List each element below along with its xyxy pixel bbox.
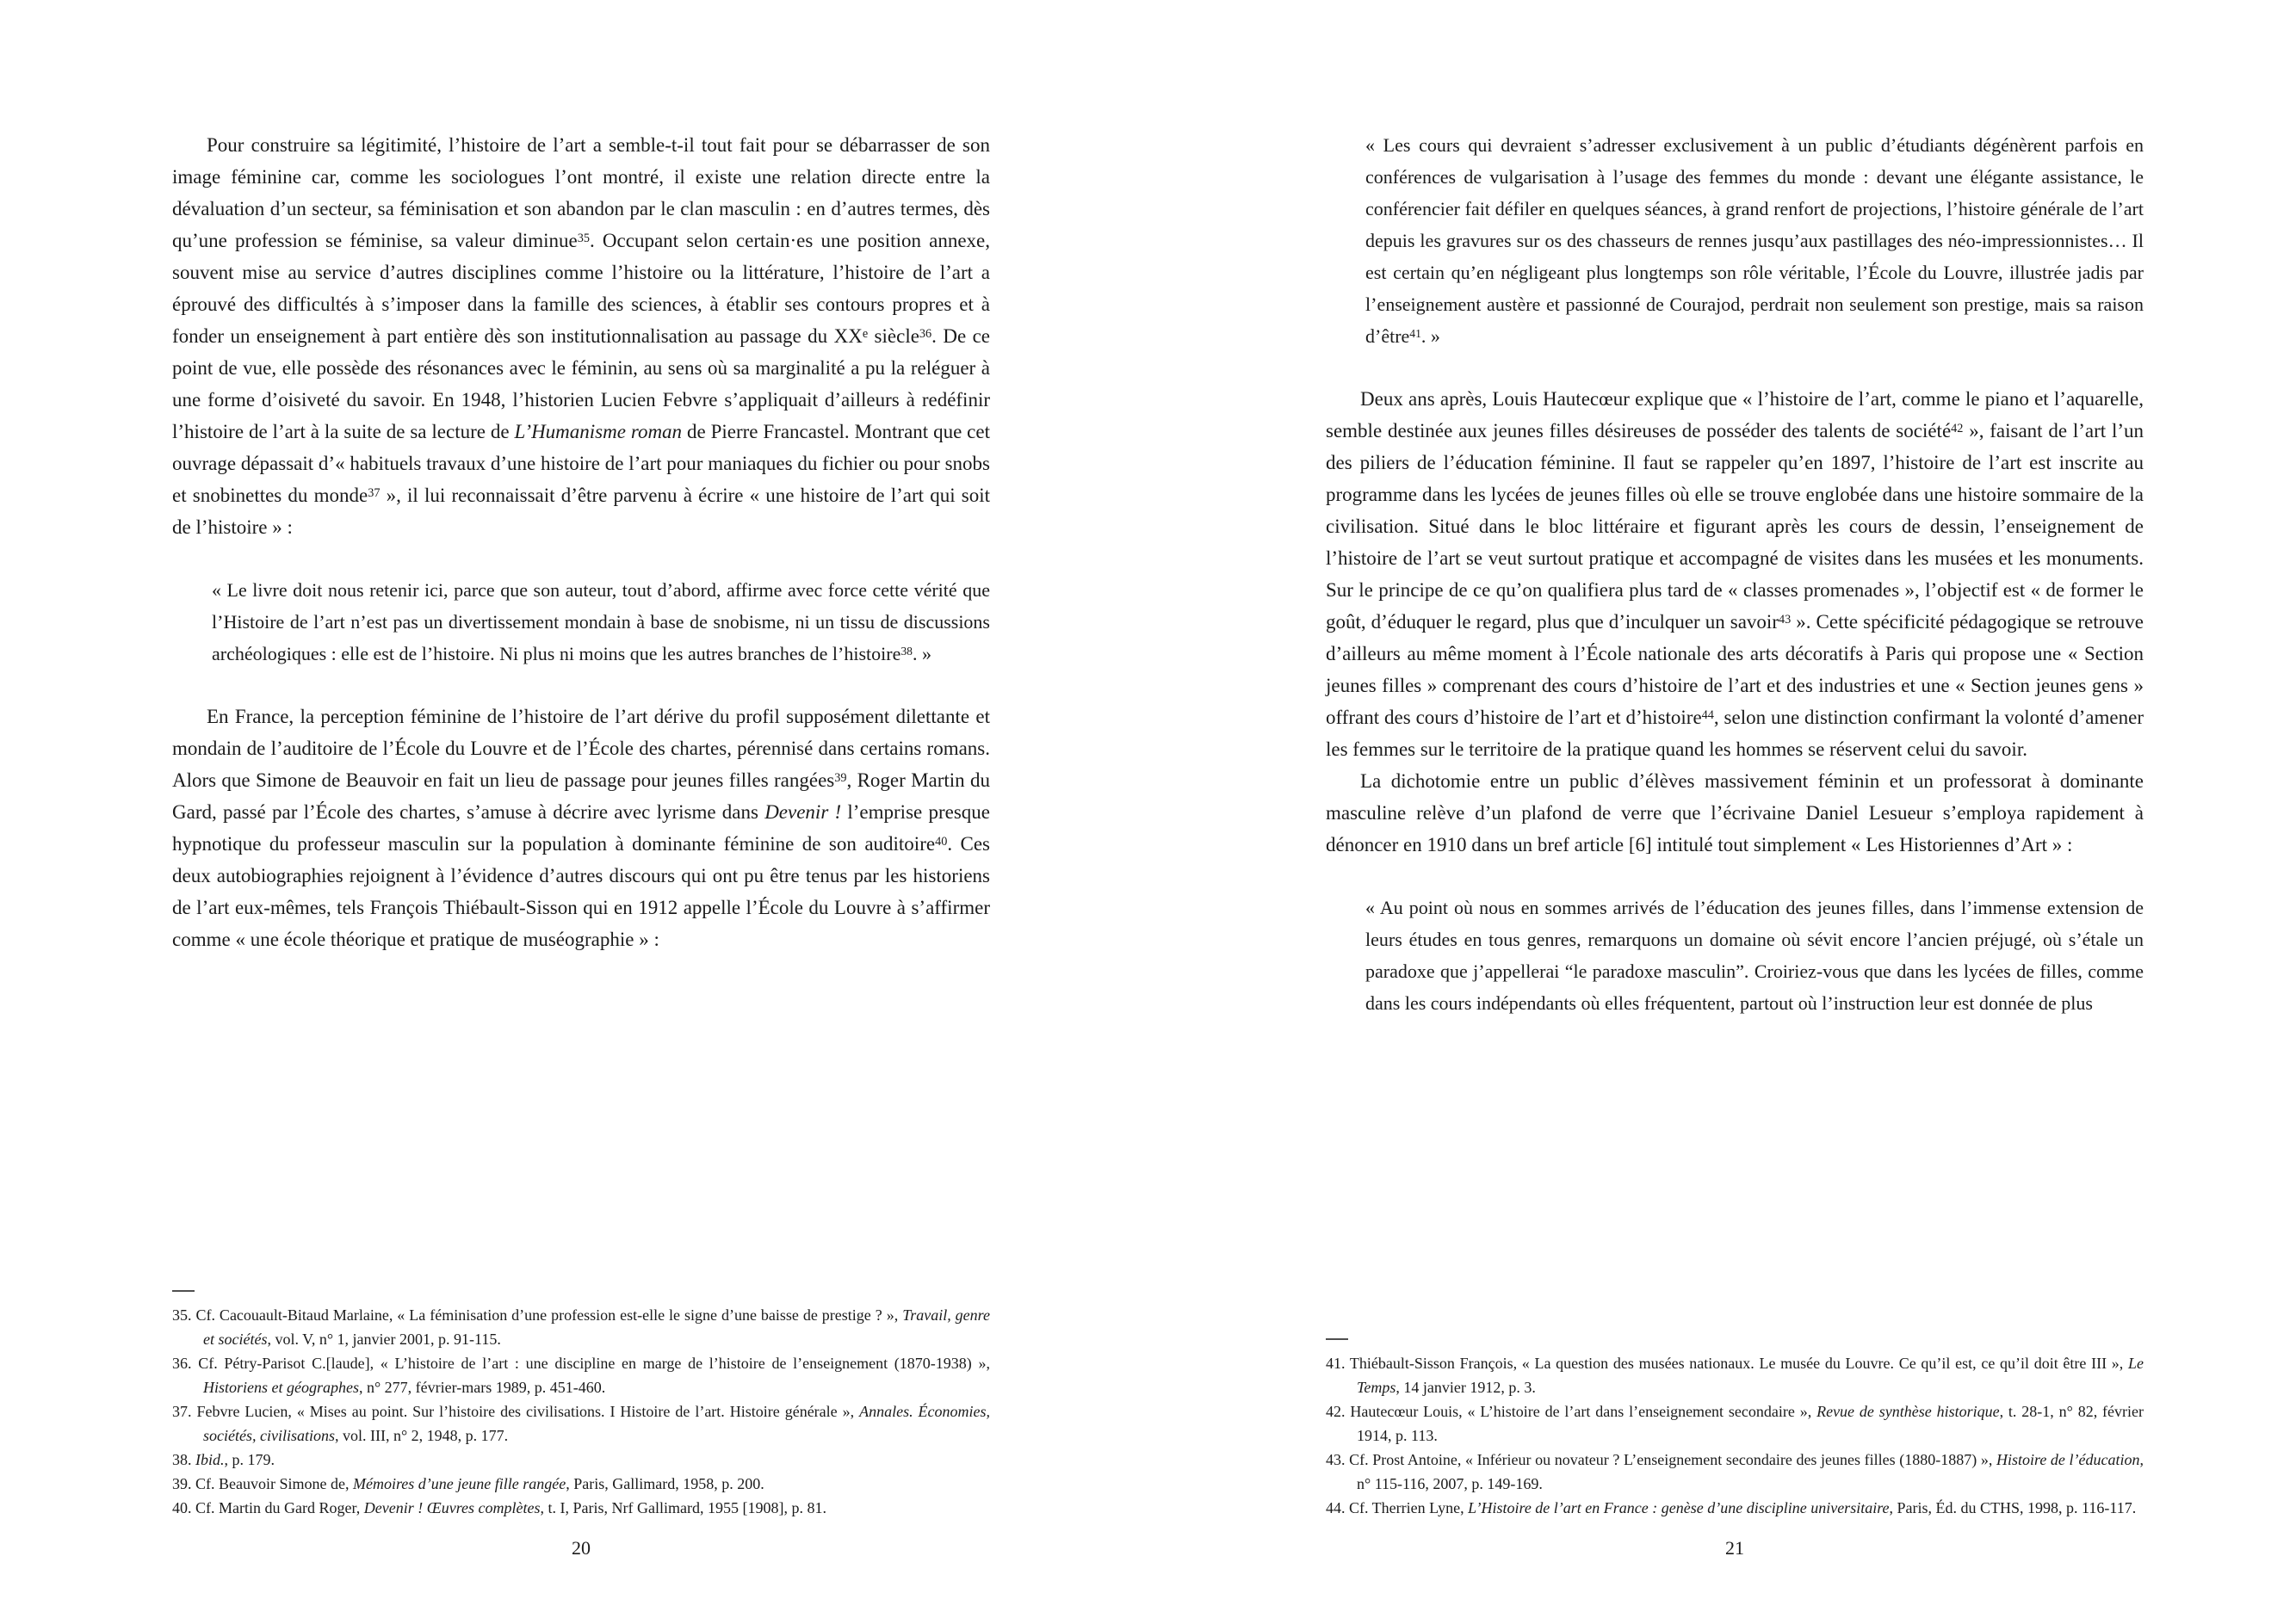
footnote xyxy=(1326,1399,2144,1448)
page-right-body-text xyxy=(1326,129,2144,1050)
block-quote: « Le livre doit nous retenir ici, parce que son auteur, tout d’abord, affirme avec force cette vérité que l’Histoire de l’art n’est pas un divertissement mondain à base de snobisme, ni un tissu de discussions archéologiques : elle est de l’histoire. Ni plus ni moins que les autres branches de l’histoire$^{38}$. » xyxy=(212,579,990,664)
page-left-body-text xyxy=(172,129,990,955)
footnote xyxy=(172,1303,990,1351)
block-quote: « Au point où nous en sommes arrivés de l’éducation des jeunes filles, dans l’immense extension de leurs études en tous genres, remarquons un domaine où sévit encore l’ancien préjugé, où s’étale un paradoxe que j’appellerai “le paradoxe masculin”. Croiriez-vous que dans les lycées de filles, comme dans les cours indépendants où elles fréquentent, partout où l’instruction leur est donnée de plus xyxy=(1365,897,2144,1014)
footnote xyxy=(1326,1496,2144,1520)
footnote-text: Febvre Lucien, « Mises au point. Sur l’histoire des civilisations. I Histoire de l’art. Histoire générale », Annales. Économies, sociétés, civilisations, vol. III, n° 2, 1948, p. 177. xyxy=(196,1403,991,1444)
footnote-number: 42. xyxy=(1326,1403,1346,1420)
footnote xyxy=(1326,1351,2144,1399)
footnote-text: Cf. Therrien Lyne, L’Histoire de l’art en France : genèse d’une discipline universitaire, Paris, Éd. du CTHS, 1998, p. 116-117. xyxy=(1349,1499,2137,1516)
footnote-number: 39. xyxy=(172,1475,192,1492)
paragraph: Pour construire sa légitimité, l’histoire de l’art a semble-t-il tout fait pour se débarrasser de son image féminine car, comme les sociologues l’ont montré, il existe une relation directe entre la dévaluation d’un secteur, sa féminisation et son abandon par le clan masculin : en d’autres termes, dès qu’une profession se féminise, sa valeur diminue$^{35}$. Occupant selon certain·es une position annexe, souvent mise au service d’autres disciplines comme l’histoire ou la littérature, l’histoire de l’art a éprouvé des difficultés à s’imposer dans la famille des sciences, à établir ses contours propres et à fonder un enseignement à part entière dès son institutionnalisation au passage du XXe siècle$^{36}$. De ce point de vue, elle possède des résonances avec le féminin, au sens où sa marginalité a pu la reléguer à une forme d’oisiveté du savoir. En 1948, l’historien Lucien Febvre s’appliquait d’ailleurs à redéfinir l’histoire de l’art à la suite de sa lecture de L’Humanisme roman de Pierre Francastel. Montrant que cet ouvrage dépassait d’« habituels travaux d’une histoire de l’art pour maniaques du fichier ou pour snobs et snobinettes du monde$^{37}$ », il lui reconnaissait d’être parvenu à écrire « une histoire de l’art qui soit de l’histoire » : xyxy=(172,134,990,538)
footnote-number: 37. xyxy=(172,1403,192,1420)
footnote-text: Cf. Prost Antoine, « Inférieur ou novateur ? L’enseignement secondaire des jeunes filles (1880-1887) », Histoire de l’éducation, n° 115-116, 2007, p. 149-169. xyxy=(1349,1451,2144,1492)
page-number: 21 xyxy=(1725,1537,1744,1559)
footnote-text: Hautecœur Louis, « L’histoire de l’art dans l’enseignement secondaire », Revue de synthèse historique, t. 28-1, n° 82, février 1914, p. 113. xyxy=(1350,1403,2144,1444)
footnote-text: Cf. Martin du Gard Roger, Devenir ! Œuvres complètes, t. I, Paris, Nrf Gallimard, 1955 [1908], p. 81. xyxy=(195,1499,826,1516)
block-quote: « Les cours qui devraient s’adresser exclusivement à un public d’étudiants dégénèrent parfois en conférences de vulgarisation à l’usage des femmes du monde : devant une élégante assistance, le conférencier fait défiler en quelques séances, à grand renfort de projections, l’histoire générale de l’art depuis les gravures sur os des chasseurs de rennes jusqu’aux pastillages des néo-impressionnistes… Il est certain qu’en négligeant plus longtemps son rôle véritable, l’École du Louvre, illustrée jadis par l’enseignement austère et passionné de Courajod, perdrait non seulement son prestige, mais sa raison d’être$^{41}$. » xyxy=(1365,134,2144,347)
paragraph: En France, la perception féminine de l’histoire de l’art dérive du profil supposément dilettante et mondain de l’auditoire de l’École du Louvre et de l’École des chartes, pérennisé dans certains romans. Alors que Simone de Beauvoir en fait un lieu de passage pour jeunes filles rangées$^{39}$, Roger Martin du Gard, passé par l’École des chartes, s’amuse à décrire avec lyrisme dans Devenir ! l’emprise presque hypnotique du professeur masculin sur la population à dominante féminine de son auditoire$^{40}$. Ces deux autobiographies rejoignent à l’évidence d’autres discours qui ont pu être tenus par les historiens de l’art eux-mêmes, tels François Thiébault-Sisson qui en 1912 appelle l’École du Louvre à s’affirmer comme « une école théorique et pratique de muséographie » : xyxy=(172,706,991,950)
footnote xyxy=(172,1351,990,1399)
footnote-number: 41. xyxy=(1326,1355,1346,1372)
footnote xyxy=(172,1448,990,1472)
page-right xyxy=(1326,129,2144,1559)
footnote xyxy=(1326,1448,2144,1496)
paragraph: La dichotomie entre un public d’élèves massivement féminin et un professorat à dominante masculine relève d’un plafond de verre que l’écrivaine Daniel Lesueur s’employa rapidement à dénoncer en 1910 dans un bref article [6] intitulé tout simplement « Les Historiennes d’Art » : xyxy=(1326,770,2144,855)
footnote-text: Cf. Cacouault-Bitaud Marlaine, « La féminisation d’une profession est-elle le signe d’une baisse de prestige ? », Travail, genre et sociétés, vol. V, n° 1, janvier 2001, p. 91-115. xyxy=(195,1306,990,1348)
page-left xyxy=(172,129,990,1559)
footnote-number: 38. xyxy=(172,1451,192,1468)
footnote-number: 35. xyxy=(172,1306,192,1324)
footnote-number: 40. xyxy=(172,1499,192,1516)
paragraph: Deux ans après, Louis Hautecœur explique que « l’histoire de l’art, comme le piano et l’aquarelle, semble destinée aux jeunes filles désireuses de posséder des talents de société$^{42}$ », faisant de l’art l’un des piliers de l’éducation féminine. Il faut se rappeler qu’en 1897, l’histoire de l’art est inscrite au programme dans les lycées de jeunes filles où elle se trouve englobée dans une histoire sommaire de la civilisation. Situé dans le bloc littéraire et figurant après les cours de dessin, l’enseignement de l’histoire de l’art se veut surtout pratique et accompagné de visites dans les musées et les monuments. Sur le principe de ce qu’on qualifiera plus tard de « classes promenades », l’objectif est « de former le goût, d’éduquer le regard, plus que d’inculquer un savoir$^{43}$ ». Cette spécificité pédagogique se retrouve d’ailleurs au même moment à l’École nationale des arts décoratifs à Paris qui propose une « Section jeunes filles » comprenant des cours d’histoire de l’art et des industries et une « Section jeunes gens » offrant des cours d’histoire de l’art et d’histoire$^{44}$, selon une distinction confirmant la volonté d’amener les femmes sur le territoire de la pratique quand les hommes se réservent celui du savoir. xyxy=(1326,388,2144,760)
footnote-text: Cf. Pétry-Parisot C.[laude], « L’histoire de l’art : une discipline en marge de l’histoire de l’enseignement (1870-1938) », Historiens et géographes, n° 277, février-mars 1989, p. 451-460. xyxy=(198,1355,990,1396)
footnote-text: Thiébault-Sisson François, « La question des musées nationaux. Le musée du Louvre. Ce qu’il est, ce qu’il doit être III », Le Temps, 14 janvier 1912, p. 3. xyxy=(1349,1355,2144,1396)
footnote xyxy=(172,1496,990,1520)
footnote xyxy=(172,1472,990,1496)
page-number: 20 xyxy=(572,1537,591,1559)
footnotes-right xyxy=(1326,1338,2144,1520)
footnote-text: Ibid., p. 179. xyxy=(195,1451,275,1468)
footnote-text: Cf. Beauvoir Simone de, Mémoires d’une jeune fille rangée, Paris, Gallimard, 1958, p. 200. xyxy=(195,1475,764,1492)
footnotes-left xyxy=(172,1290,990,1520)
footnote-number: 36. xyxy=(172,1355,192,1372)
footnote-number: 43. xyxy=(1326,1451,1346,1468)
footnote-separator xyxy=(1326,1338,1348,1340)
footnote-number: 44. xyxy=(1326,1499,1346,1516)
footnote xyxy=(172,1399,990,1448)
footnote-separator xyxy=(172,1290,195,1292)
